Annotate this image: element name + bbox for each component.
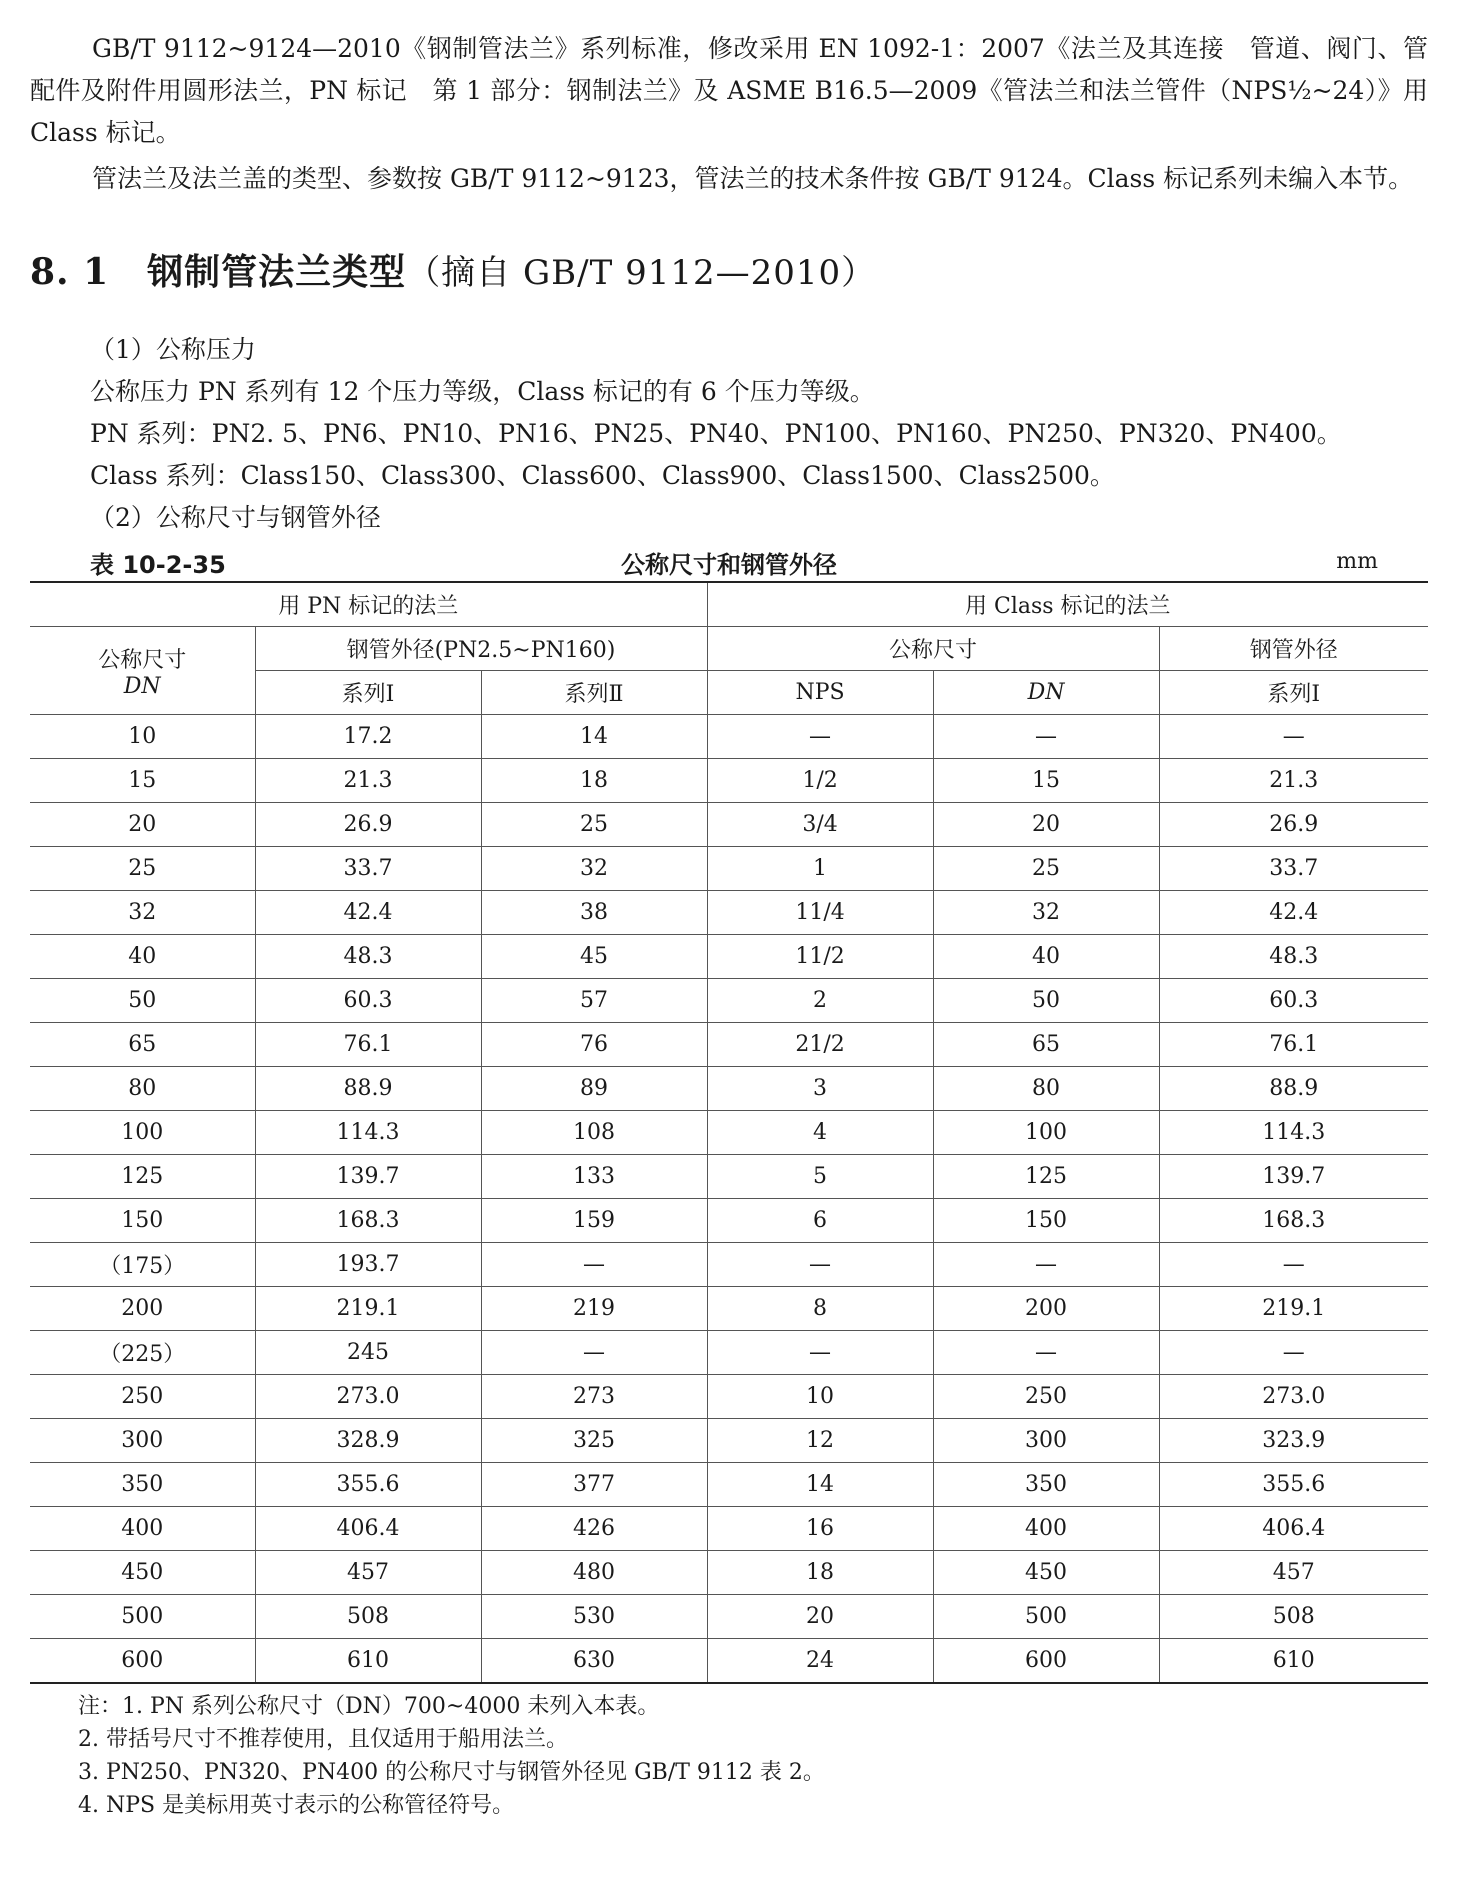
cell-dn: 500 [30, 1595, 255, 1639]
cell-class-od: 406.4 [1159, 1507, 1428, 1551]
cell-od-series-2: 426 [481, 1507, 707, 1551]
cell-dn: 250 [30, 1375, 255, 1419]
header-class-nominal: 公称尺寸 [707, 627, 1159, 671]
section-heading [30, 244, 1428, 295]
cell-class-od: 88.9 [1159, 1067, 1428, 1111]
cell-class-dn: 500 [933, 1595, 1159, 1639]
cell-class-od: 219.1 [1159, 1287, 1428, 1331]
cell-nps: 16 [707, 1507, 933, 1551]
cell-class-od: 139.7 [1159, 1155, 1428, 1199]
cell-class-od: 323.9 [1159, 1419, 1428, 1463]
size-od-table [30, 581, 1428, 1684]
cell-class-dn: 40 [933, 935, 1159, 979]
table-row [30, 1331, 1428, 1375]
cell-od-series-1: 245 [255, 1331, 481, 1375]
cell-class-dn: 450 [933, 1551, 1159, 1595]
cell-od-series-1: 60.3 [255, 979, 481, 1023]
cell-dn: 20 [30, 803, 255, 847]
note-2: 2. 带括号尺寸不推荐使用，且仅适用于船用法兰。 [78, 1727, 568, 1752]
section-title: 钢制管法兰类型 [147, 252, 407, 293]
cell-class-od: — [1159, 1243, 1428, 1287]
cell-nps: 5 [707, 1155, 933, 1199]
cell-class-od: 33.7 [1159, 847, 1428, 891]
cell-od-series-2: 14 [481, 715, 707, 759]
header-dn-label: DN [123, 673, 161, 699]
cell-dn: 400 [30, 1507, 255, 1551]
cell-nps: 8 [707, 1287, 933, 1331]
table-row [30, 1463, 1428, 1507]
cell-class-od: 114.3 [1159, 1111, 1428, 1155]
cell-od-series-1: 33.7 [255, 847, 481, 891]
cell-nps: 24 [707, 1639, 933, 1684]
table-row [30, 1023, 1428, 1067]
table-row [30, 803, 1428, 847]
cell-od-series-2: 219 [481, 1287, 707, 1331]
cell-dn: 10 [30, 715, 255, 759]
header-nps: NPS [707, 671, 933, 715]
cell-nps: — [707, 1331, 933, 1375]
cell-od-series-1: 139.7 [255, 1155, 481, 1199]
note-4: 4. NPS 是美标用英寸表示的公称管径符号。 [78, 1793, 515, 1818]
cell-class-od: — [1159, 1331, 1428, 1375]
cell-od-series-1: 76.1 [255, 1023, 481, 1067]
cell-od-series-2: 32 [481, 847, 707, 891]
header-dn-class: DN [933, 671, 1159, 715]
cell-dn: （225） [30, 1331, 255, 1375]
header-nominal-size-label: 公称尺寸 [98, 647, 187, 673]
cell-dn: 80 [30, 1067, 255, 1111]
cell-od-series-1: 21.3 [255, 759, 481, 803]
pressure-line-1: 公称压力 PN 系列有 12 个压力等级，Class 标记的有 6 个压力等级。 [90, 377, 875, 406]
cell-class-od: 26.9 [1159, 803, 1428, 847]
table-row [30, 1375, 1428, 1419]
table-row [30, 1155, 1428, 1199]
cell-class-od: 355.6 [1159, 1463, 1428, 1507]
cell-od-series-1: 610 [255, 1639, 481, 1684]
cell-dn: 200 [30, 1287, 255, 1331]
cell-nps: 3 [707, 1067, 933, 1111]
table-row [30, 935, 1428, 979]
table-unit: mm [1336, 549, 1378, 574]
cell-od-series-1: 17.2 [255, 715, 481, 759]
header-class-group: 用 Class 标记的法兰 [707, 582, 1428, 627]
document-page [30, 28, 1428, 1822]
cell-class-dn: 25 [933, 847, 1159, 891]
cell-nps: 1 [707, 847, 933, 891]
cell-class-dn: 350 [933, 1463, 1159, 1507]
cell-od-series-2: 377 [481, 1463, 707, 1507]
cell-class-dn: — [933, 1331, 1159, 1375]
cell-nps: 11/2 [707, 935, 933, 979]
cell-od-series-2: 89 [481, 1067, 707, 1111]
cell-od-series-1: 457 [255, 1551, 481, 1595]
table-row [30, 1067, 1428, 1111]
cell-nps: 2 [707, 979, 933, 1023]
cell-od-series-1: 168.3 [255, 1199, 481, 1243]
section-subtitle: （摘自 GB/T 9112—2010） [406, 253, 877, 293]
cell-class-dn: — [933, 715, 1159, 759]
cell-nps: 21/2 [707, 1023, 933, 1067]
cell-class-od: 508 [1159, 1595, 1428, 1639]
cell-od-series-1: 406.4 [255, 1507, 481, 1551]
cell-nps: 11/4 [707, 891, 933, 935]
cell-class-dn: — [933, 1243, 1159, 1287]
pressure-heading: （1）公称压力 [90, 335, 256, 364]
cell-dn: 25 [30, 847, 255, 891]
header-pipe-od-pn: 钢管外径(PN2.5~PN160) [255, 627, 707, 671]
cell-od-series-2: — [481, 1243, 707, 1287]
cell-class-dn: 400 [933, 1507, 1159, 1551]
table-row [30, 759, 1428, 803]
table-row [30, 1595, 1428, 1639]
table-row [30, 1639, 1428, 1684]
cell-class-od: 610 [1159, 1639, 1428, 1684]
cell-dn: 300 [30, 1419, 255, 1463]
cell-class-dn: 300 [933, 1419, 1159, 1463]
cell-od-series-1: 26.9 [255, 803, 481, 847]
header-class-od: 钢管外径 [1159, 627, 1428, 671]
cell-class-od: 168.3 [1159, 1199, 1428, 1243]
cell-dn: 32 [30, 891, 255, 935]
cell-class-dn: 250 [933, 1375, 1159, 1419]
cell-od-series-2: 18 [481, 759, 707, 803]
table-row [30, 1551, 1428, 1595]
note-3: 3. PN250、PN320、PN400 的公称尺寸与钢管外径见 GB/T 9112 表 2。 [78, 1760, 825, 1785]
cell-class-dn: 32 [933, 891, 1159, 935]
table-body [30, 715, 1428, 1684]
cell-od-series-1: 355.6 [255, 1463, 481, 1507]
cell-class-od: 21.3 [1159, 759, 1428, 803]
cell-nps: 10 [707, 1375, 933, 1419]
cell-od-series-1: 88.9 [255, 1067, 481, 1111]
cell-dn: 50 [30, 979, 255, 1023]
table-id: 表 10-2-35 [90, 551, 226, 579]
cell-nps: 12 [707, 1419, 933, 1463]
cell-nps: — [707, 1243, 933, 1287]
table-notes [30, 1690, 1428, 1822]
cell-od-series-2: 530 [481, 1595, 707, 1639]
header-pn-group: 用 PN 标记的法兰 [30, 582, 707, 627]
cell-class-dn: 200 [933, 1287, 1159, 1331]
table-row [30, 1419, 1428, 1463]
cell-class-od: 60.3 [1159, 979, 1428, 1023]
cell-nps: 1/2 [707, 759, 933, 803]
cell-class-od: 48.3 [1159, 935, 1428, 979]
cell-class-dn: 125 [933, 1155, 1159, 1199]
header-series-2: 系列Ⅱ [481, 671, 707, 715]
pressure-line-2: PN 系列：PN2. 5、PN6、PN10、PN16、PN25、PN40、PN100、PN160、PN250、PN320、PN400。 [90, 419, 1342, 448]
cell-nps: 18 [707, 1551, 933, 1595]
cell-dn: 350 [30, 1463, 255, 1507]
cell-od-series-2: 45 [481, 935, 707, 979]
cell-dn: 40 [30, 935, 255, 979]
cell-od-series-2: 159 [481, 1199, 707, 1243]
cell-od-series-1: 48.3 [255, 935, 481, 979]
cell-od-series-2: 325 [481, 1419, 707, 1463]
header-series-1: 系列Ⅰ [255, 671, 481, 715]
cell-od-series-2: 76 [481, 1023, 707, 1067]
table-row [30, 979, 1428, 1023]
cell-nps: — [707, 715, 933, 759]
cell-od-series-2: 273 [481, 1375, 707, 1419]
cell-nps: 4 [707, 1111, 933, 1155]
cell-dn: 125 [30, 1155, 255, 1199]
pressure-line-3: Class 系列：Class150、Class300、Class600、Class900、Class1500、Class2500。 [90, 461, 1115, 490]
cell-class-od: 457 [1159, 1551, 1428, 1595]
cell-od-series-1: 328.9 [255, 1419, 481, 1463]
cell-od-series-1: 219.1 [255, 1287, 481, 1331]
table-title: 公称尺寸和钢管外径 [621, 551, 837, 579]
cell-od-series-2: 108 [481, 1111, 707, 1155]
note-1: 注：1. PN 系列公称尺寸（DN）700~4000 未列入本表。 [78, 1694, 660, 1719]
cell-nps: 14 [707, 1463, 933, 1507]
table-row [30, 891, 1428, 935]
cell-od-series-2: 480 [481, 1551, 707, 1595]
cell-class-dn: 65 [933, 1023, 1159, 1067]
cell-class-dn: 50 [933, 979, 1159, 1023]
cell-class-od: 273.0 [1159, 1375, 1428, 1419]
cell-class-od: 76.1 [1159, 1023, 1428, 1067]
cell-nps: 20 [707, 1595, 933, 1639]
cell-od-series-2: 133 [481, 1155, 707, 1199]
cell-dn: 600 [30, 1639, 255, 1684]
cell-od-series-2: — [481, 1331, 707, 1375]
cell-class-dn: 600 [933, 1639, 1159, 1684]
cell-dn: 450 [30, 1551, 255, 1595]
cell-od-series-1: 508 [255, 1595, 481, 1639]
cell-od-series-2: 57 [481, 979, 707, 1023]
cell-dn: 100 [30, 1111, 255, 1155]
table-row [30, 715, 1428, 759]
cell-nps: 6 [707, 1199, 933, 1243]
table-row [30, 1111, 1428, 1155]
table-row [30, 847, 1428, 891]
cell-od-series-1: 193.7 [255, 1243, 481, 1287]
cell-class-dn: 150 [933, 1199, 1159, 1243]
cell-class-od: 42.4 [1159, 891, 1428, 935]
header-series-1-class: 系列Ⅰ [1159, 671, 1428, 715]
intro-paragraph-1: GB/T 9112~9124—2010《钢制管法兰》系列标准，修改采用 EN 1092-1：2007《法兰及其连接 管道、阀门、管配件及附件用圆形法兰，PN 标记 第 1 部分：钢制法兰》及 ASME B16.5—2009《管法兰和法兰管件（NPS½~24）》用 Class 标记。 [30, 34, 1428, 147]
cell-nps: 3/4 [707, 803, 933, 847]
cell-od-series-1: 42.4 [255, 891, 481, 935]
cell-od-series-2: 630 [481, 1639, 707, 1684]
cell-class-dn: 100 [933, 1111, 1159, 1155]
section-number: 8. 1 [30, 251, 110, 293]
header-nominal-size [30, 627, 255, 715]
cell-class-dn: 80 [933, 1067, 1159, 1111]
cell-od-series-2: 25 [481, 803, 707, 847]
intro-paragraph-2: 管法兰及法兰盖的类型、参数按 GB/T 9112~9123，管法兰的技术条件按 GB/T 9124。Class 标记系列未编入本节。 [92, 164, 1414, 193]
cell-class-dn: 20 [933, 803, 1159, 847]
cell-class-dn: 15 [933, 759, 1159, 803]
table-row [30, 1243, 1428, 1287]
cell-od-series-2: 38 [481, 891, 707, 935]
pressure-block [30, 329, 1428, 539]
cell-dn: 65 [30, 1023, 255, 1067]
cell-dn: （175） [30, 1243, 255, 1287]
cell-dn: 15 [30, 759, 255, 803]
cell-od-series-1: 273.0 [255, 1375, 481, 1419]
cell-class-od: — [1159, 715, 1428, 759]
size-heading: （2）公称尺寸与钢管外径 [90, 503, 381, 532]
table-caption [30, 541, 1428, 581]
table-row [30, 1507, 1428, 1551]
table-row [30, 1199, 1428, 1243]
cell-od-series-1: 114.3 [255, 1111, 481, 1155]
cell-dn: 150 [30, 1199, 255, 1243]
table-row [30, 1287, 1428, 1331]
